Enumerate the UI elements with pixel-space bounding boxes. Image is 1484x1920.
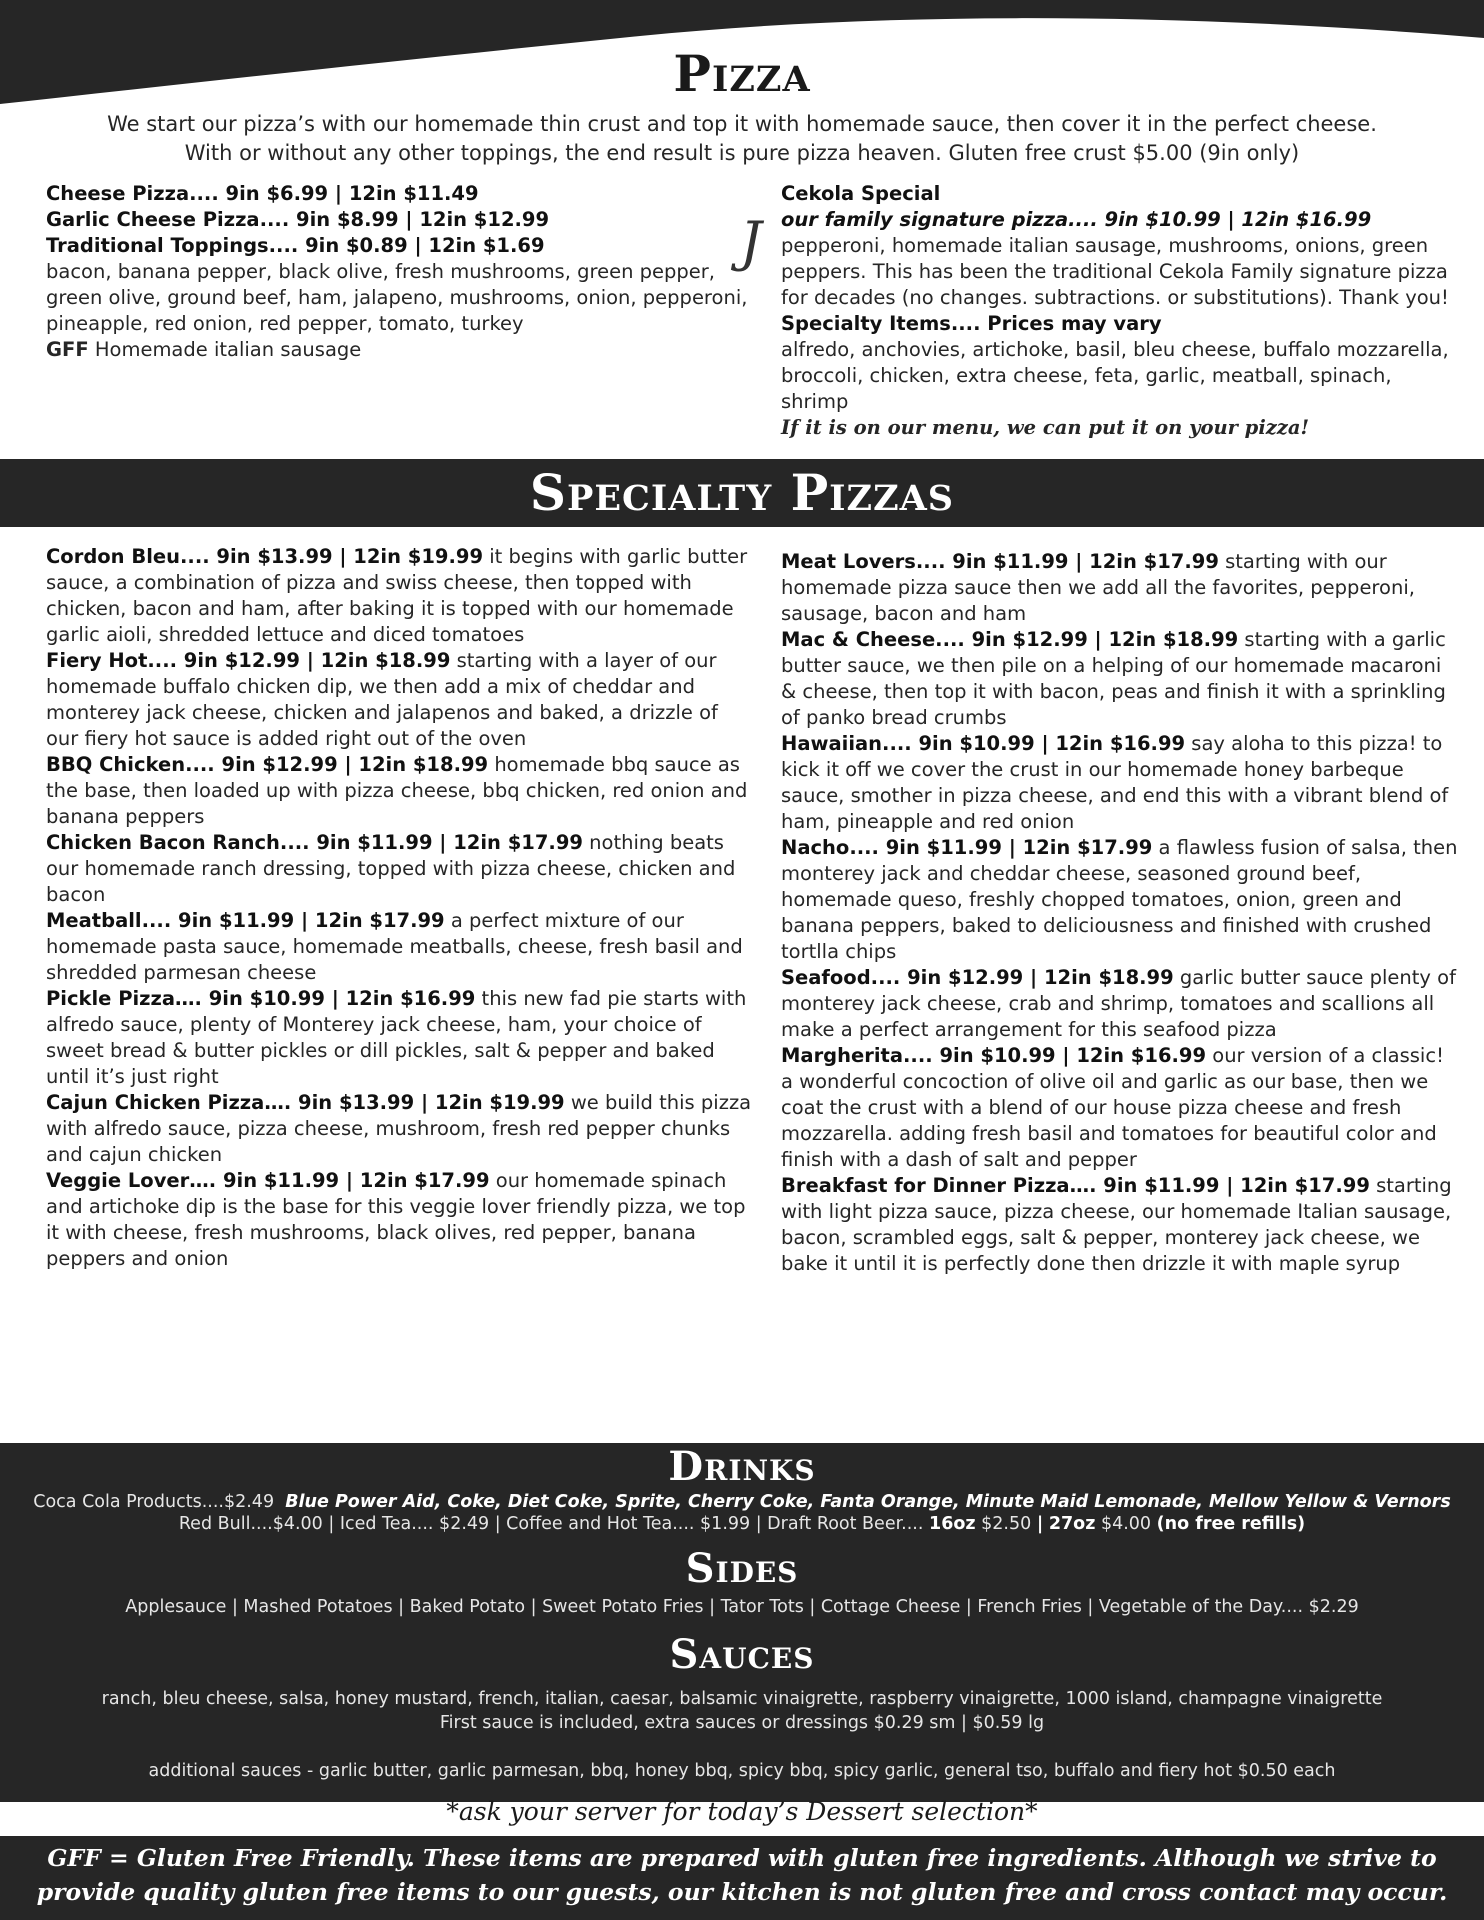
traditional-toppings-list: bacon, banana pepper, black olive, fresh mushrooms, green pepper, green olive, ground beef, ham, jalapeno, mushrooms, onion, pepperoni, pineapple, red onion, red pepper, tomato, turkey [46, 260, 748, 335]
specialty-item [781, 549, 1461, 627]
item-name: Veggie Lover…. 9in $11.99 | 12in $17.99 [46, 1169, 490, 1192]
item-desc: this new fad pie starts with alfredo sauce, plenty of Monterey jack cheese, ham, your choice of sweet bread & butter pickles or dill pickles, salt & pepper and baked until it’s just right [46, 987, 747, 1088]
pizza-heading: Pizza [673, 44, 811, 103]
drinks-line-1 [20, 1491, 1464, 1513]
item-name: Meatball.... 9in $11.99 | 12in $17.99 [46, 909, 445, 932]
sides-heading: Sides [685, 1545, 799, 1592]
intro-line-1: We start our pizza’s with our homemade thin crust and top it with homemade sauce, then cover it in the perfect cheese. [107, 112, 1377, 136]
item-desc: homemade bbq sauce as the base, then loaded up with pizza cheese, bbq chicken, red onion and banana peppers [46, 753, 748, 828]
gff-sausage-line [46, 337, 754, 363]
item-name: Seafood.... 9in $12.99 | 12in $18.99 [781, 966, 1174, 989]
item-name: Hawaiian.... 9in $10.99 | 12in $16.99 [781, 732, 1186, 755]
menu-note: If it is on our menu, we can put it on your pizza! [781, 416, 1310, 439]
sauces-line-2: First sauce is included, extra sauces or dressings $0.29 sm | $0.59 lg [439, 1713, 1045, 1733]
specialty-item [781, 835, 1461, 965]
specialty-item [781, 1043, 1461, 1173]
drink-brands: Blue Power Aid, Coke, Diet Coke, Sprite, Cherry Coke, Fanta Orange, Minute Maid Lemonade, Mellow Yellow & Vernors [285, 1492, 1451, 1512]
item-desc: our version of a classic! a wonderful concoction of olive oil and garlic as our base, then we coat the crust with a blend of our house pizza cheese and fresh mozzarella. adding fresh basil and tomatoes for beautiful color and finish with a dash of salt and pepper [781, 1044, 1444, 1171]
item-desc: it begins with garlic butter sauce, a combination of pizza and swiss cheese, then topped with chicken, bacon and ham, after baking it is topped with our homemade garlic aioli, shredded lettuce and diced tomatoes [46, 545, 748, 646]
gff-disclaimer-line-1: GFF = Gluten Free Friendly. These items are prepared with gluten free ingredients. Although we strive to [47, 1844, 1437, 1872]
specialty-item [781, 1173, 1461, 1277]
drinks-line-2 [20, 1513, 1464, 1535]
item-desc: say aloha to this pizza! to kick it off we cover the crust in our homemade honey barbeque sauce, smother in pizza cheese, and end this with a vibrant blend of ham, pineapple and red onion [781, 732, 1449, 833]
price-27oz: $4.00 [1100, 1514, 1152, 1534]
gff-sausage-text: Homemade italian sausage [88, 338, 362, 361]
drinks-sides-sauces-section [0, 1443, 1484, 1802]
traditional-toppings-heading: Traditional Toppings.... 9in $0.89 | 12in $1.69 [46, 234, 545, 257]
intro-line-2: With or without any other toppings, the end result is pure pizza heaven. Gluten free crust $5.00 (9in only) [184, 141, 1300, 165]
price-16oz: $2.50 [981, 1514, 1032, 1534]
gff-disclaimer-line-2: provide quality gluten free items to our guests, our kitchen is not gluten free and cross contact may occur. [36, 1878, 1448, 1906]
item-desc: garlic butter sauce plenty of monterey jack cheese, crab and shrimp, tomatoes and scallions all make a perfect arrangement for this seafood pizza [781, 966, 1456, 1041]
drinks-heading: Drinks [668, 1443, 816, 1490]
item-desc: nothing beats our homemade ranch dressing, topped with pizza cheese, chicken and bacon [46, 831, 736, 906]
size-16oz: 16oz [929, 1514, 976, 1534]
item-name: Nacho.... 9in $11.99 | 12in $17.99 [781, 836, 1153, 859]
specialty-items-heading: Specialty Items.... Prices may vary [781, 312, 1162, 335]
item-name: Pickle Pizza…. 9in $10.99 | 12in $16.99 [46, 987, 476, 1010]
sauces-line-3: additional sauces - garlic butter, garlic parmesan, bbq, honey bbq, spicy bbq, spicy garlic, general tso, buffalo and fiery hot $0.50 each [148, 1761, 1336, 1781]
specialty-item [781, 965, 1461, 1043]
script-flourish-icon: J [740, 210, 762, 273]
specialty-item [46, 544, 756, 648]
item-desc: our homemade spinach and artichoke dip is the base for this veggie lover friendly pizza, we top it with cheese, fresh mushrooms, black olives, red pepper, banana peppers and onion [46, 1169, 746, 1270]
item-desc: a flawless fusion of salsa, then monterey jack and cheddar cheese, seasoned ground beef, homemade queso, freshly chopped tomatoes, onion, green and banana peppers, baked to deliciousness and finished with crushed tortlla chips [781, 836, 1458, 963]
cekola-special-desc: pepperoni, homemade italian sausage, mushrooms, onions, green peppers. This has been the traditional Cekola Family signature pizza for decades (no changes. subtractions. or substitutions). Thank you! [781, 234, 1449, 309]
size-27oz: 27oz [1048, 1514, 1096, 1534]
item-name: Meat Lovers.... 9in $11.99 | 12in $17.99 [781, 550, 1219, 573]
specialty-item [46, 1168, 756, 1272]
pizza-right-column [781, 181, 1461, 441]
gff-disclaimer-band [0, 1836, 1484, 1920]
garlic-cheese-pizza-item: Garlic Cheese Pizza.... 9in $8.99 | 12in $12.99 [46, 208, 550, 231]
pizza-left-column [46, 181, 754, 363]
size-separator: | [1036, 1514, 1044, 1534]
specialty-pizzas-band [0, 459, 1484, 527]
item-name: Fiery Hot.... 9in $12.99 | 12in $18.99 [46, 649, 451, 672]
sides-line: Applesauce | Mashed Potatoes | Baked Potato | Sweet Potato Fries | Tator Tots | Cottage Cheese | French Fries | Vegetable of the Day.... $2.29 [125, 1597, 1359, 1617]
specialty-left-column [46, 544, 756, 1272]
item-name: Cordon Bleu.... 9in $13.99 | 12in $19.99 [46, 545, 484, 568]
item-name: Mac & Cheese.... 9in $12.99 | 12in $18.99 [781, 628, 1239, 651]
specialty-item [46, 752, 756, 830]
specialty-item [46, 986, 756, 1090]
item-name: Margherita.... 9in $10.99 | 12in $16.99 [781, 1044, 1207, 1067]
item-desc: a perfect mixture of our homemade pasta sauce, homemade meatballs, cheese, fresh basil and shredded parmesan cheese [46, 909, 743, 984]
other-drinks: Red Bull....$4.00 | Iced Tea.... $2.49 | Coffee and Hot Tea.... $1.99 | Draft Root Beer.... [178, 1514, 924, 1534]
specialty-right-column [781, 549, 1461, 1277]
item-desc: we build this pizza with alfredo sauce, pizza cheese, mushroom, fresh red pepper chunks and cajun chicken [46, 1091, 752, 1166]
item-name: Cajun Chicken Pizza…. 9in $13.99 | 12in $19.99 [46, 1091, 565, 1114]
gff-label: GFF [46, 338, 89, 361]
item-desc: starting with light pizza sauce, pizza cheese, our homemade Italian sausage, bacon, scrambled eggs, salt & pepper, monterey jack cheese, we bake it until it is perfectly done then drizzle it with maple syrup [781, 1174, 1452, 1275]
specialty-item [46, 648, 756, 752]
cekola-special-heading: Cekola Special [781, 182, 941, 205]
specialty-item [781, 731, 1461, 835]
item-name: Breakfast for Dinner Pizza…. 9in $11.99 | 12in $17.99 [781, 1174, 1370, 1197]
specialty-item [46, 1090, 756, 1168]
item-desc: starting with a garlic butter sauce, we then pile on a helping of our homemade macaroni & cheese, then top it with bacon, peas and finish it with a sprinkling of panko bread crumbs [781, 628, 1446, 729]
specialty-item [781, 627, 1461, 731]
cheese-pizza-item: Cheese Pizza.... 9in $6.99 | 12in $11.49 [46, 182, 479, 205]
coca-cola-products: Coca Cola Products....$2.49 [33, 1492, 275, 1512]
specialty-item [46, 830, 756, 908]
item-name: Chicken Bacon Ranch.... 9in $11.99 | 12in $17.99 [46, 831, 583, 854]
specialty-item [46, 908, 756, 986]
refills-note: (no free refills) [1156, 1514, 1306, 1534]
sauces-line-1: ranch, bleu cheese, salsa, honey mustard, french, italian, caesar, balsamic vinaigrette, raspberry vinaigrette, 1000 island, champagne vinaigrette [101, 1689, 1383, 1709]
item-desc: starting with our homemade pizza sauce then we add all the favorites, pepperoni, sausage, bacon and ham [781, 550, 1415, 625]
cekola-special-price: our family signature pizza.... 9in $10.99 | 12in $16.99 [781, 208, 1372, 231]
specialty-items-list: alfredo, anchovies, artichoke, basil, bleu cheese, buffalo mozzarella, broccoli, chicken, extra cheese, feta, garlic, meatball, spinach, shrimp [781, 338, 1449, 413]
item-desc: starting with a layer of our homemade buffalo chicken dip, we then add a mix of cheddar and monterey jack cheese, chicken and jalapenos and baked, a drizzle of our fiery hot sauce is added right out of the oven [46, 649, 718, 750]
sauces-heading: Sauces [669, 1631, 815, 1678]
specialty-pizzas-heading: Specialty Pizzas [529, 463, 955, 522]
pizza-intro [40, 110, 1444, 168]
dessert-note: *ask your server for today’s Dessert selection* [446, 1797, 1038, 1826]
item-name: BBQ Chicken.... 9in $12.99 | 12in $18.99 [46, 753, 489, 776]
